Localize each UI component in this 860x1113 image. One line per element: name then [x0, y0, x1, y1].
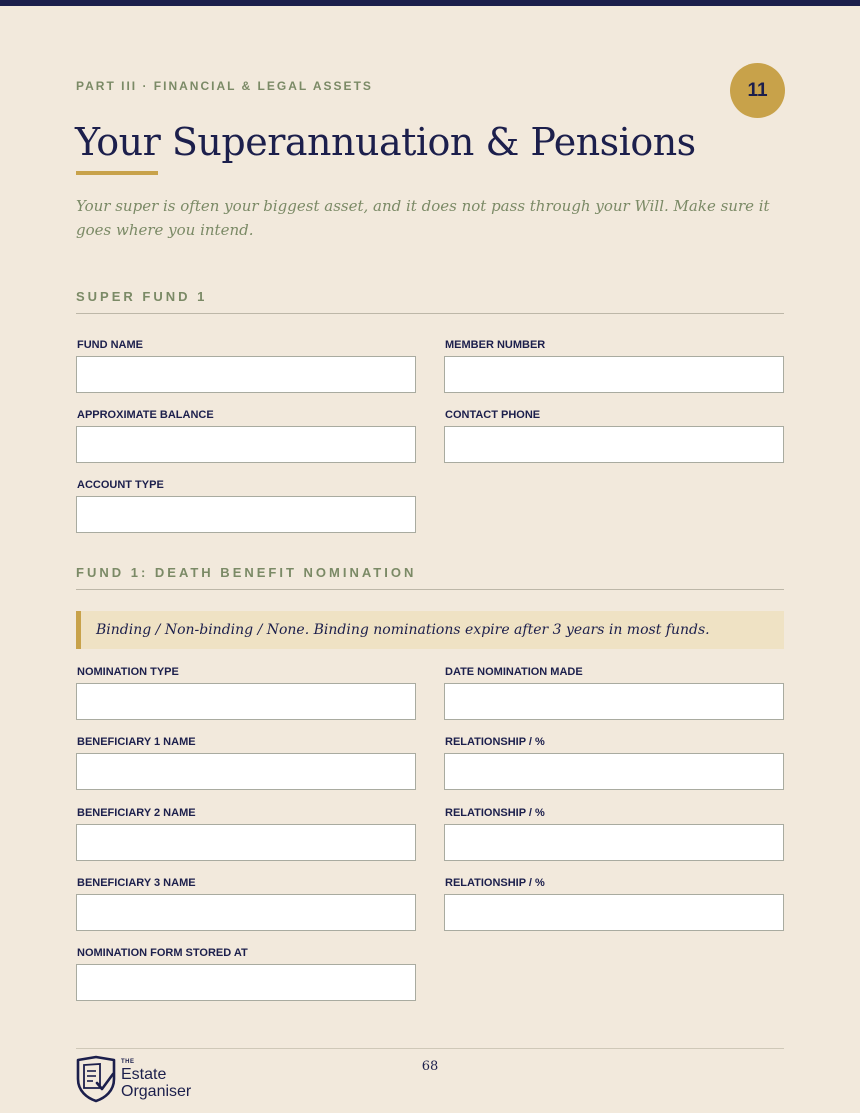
field-nomination-form-stored-at: [76, 946, 416, 1001]
field-contact-phone: [444, 408, 784, 463]
field-label: DATE NOMINATION MADE: [445, 666, 583, 678]
field-beneficiary-3-name: [76, 876, 416, 931]
section-divider: [76, 313, 784, 314]
field-beneficiary-2-relationship: [444, 806, 784, 861]
beneficiary-2-name-input[interactable]: [76, 824, 416, 861]
field-label: NOMINATION FORM STORED AT: [77, 947, 248, 959]
field-label: RELATIONSHIP / %: [445, 807, 545, 819]
field-beneficiary-1-relationship: [444, 735, 784, 790]
logo-the: THE: [121, 1058, 135, 1065]
page-title: Your Superannuation & Pensions: [75, 120, 696, 164]
beneficiary-3-name-input[interactable]: [76, 894, 416, 931]
page-number: 68: [421, 1059, 439, 1074]
field-label: FUND NAME: [77, 339, 143, 351]
beneficiary-3-relationship-input[interactable]: [444, 894, 784, 931]
intro-text: Your super is often your biggest asset, and it does not pass through your Will. Make sure it goes where you intend.: [76, 197, 770, 239]
approximate-balance-input[interactable]: [76, 426, 416, 463]
fund-name-input[interactable]: [76, 356, 416, 393]
beneficiary-1-relationship-input[interactable]: [444, 753, 784, 790]
field-label: MEMBER NUMBER: [445, 339, 546, 351]
nomination-note: [76, 611, 784, 649]
field-fund-name: [76, 338, 416, 393]
field-label: BENEFICIARY 3 NAME: [77, 877, 196, 889]
member-number-input[interactable]: [444, 356, 784, 393]
shield-checklist-icon: [75, 1055, 117, 1103]
contact-phone-input[interactable]: [444, 426, 784, 463]
field-label: BENEFICIARY 1 NAME: [77, 736, 196, 748]
part-label: PART III · FINANCIAL & LEGAL ASSETS: [76, 79, 373, 93]
beneficiary-2-relationship-input[interactable]: [444, 824, 784, 861]
field-beneficiary-1-name: [76, 735, 416, 790]
field-beneficiary-3-relationship: [444, 876, 784, 931]
logo-line-organiser: Organiser: [121, 1082, 192, 1100]
top-accent-bar: [0, 0, 860, 6]
section-number-badge: 11: [730, 63, 785, 118]
account-type-input[interactable]: [76, 496, 416, 533]
footer-divider: [76, 1048, 784, 1049]
nomination-type-input[interactable]: [76, 683, 416, 720]
beneficiary-1-name-input[interactable]: [76, 753, 416, 790]
field-label: RELATIONSHIP / %: [445, 877, 545, 889]
field-label: CONTACT PHONE: [445, 409, 541, 421]
field-approximate-balance: [76, 408, 416, 463]
section-heading-death-benefit: FUND 1: DEATH BENEFIT NOMINATION: [76, 565, 417, 580]
field-nomination-type: [76, 665, 416, 720]
nomination-form-stored-at-input[interactable]: [76, 964, 416, 1001]
field-account-type: [76, 478, 416, 533]
note-text: Binding / Non-binding / None. Binding nominations expire after 3 years in most funds.: [96, 622, 710, 638]
field-label: APPROXIMATE BALANCE: [77, 409, 214, 421]
title-underline: [76, 171, 158, 175]
field-date-nomination-made: [444, 665, 784, 720]
date-nomination-made-input[interactable]: [444, 683, 784, 720]
field-label: ACCOUNT TYPE: [77, 479, 164, 491]
section-divider: [76, 589, 784, 590]
field-label: BENEFICIARY 2 NAME: [77, 807, 196, 819]
section-heading-super-fund: SUPER FUND 1: [76, 289, 208, 304]
field-beneficiary-2-name: [76, 806, 416, 861]
field-label: NOMINATION TYPE: [77, 666, 179, 678]
logo-wordmark: [121, 1059, 191, 1100]
estate-organiser-logo: [75, 1055, 191, 1103]
field-label: RELATIONSHIP / %: [445, 736, 545, 748]
logo-line-estate: Estate: [121, 1065, 167, 1083]
field-member-number: [444, 338, 784, 393]
